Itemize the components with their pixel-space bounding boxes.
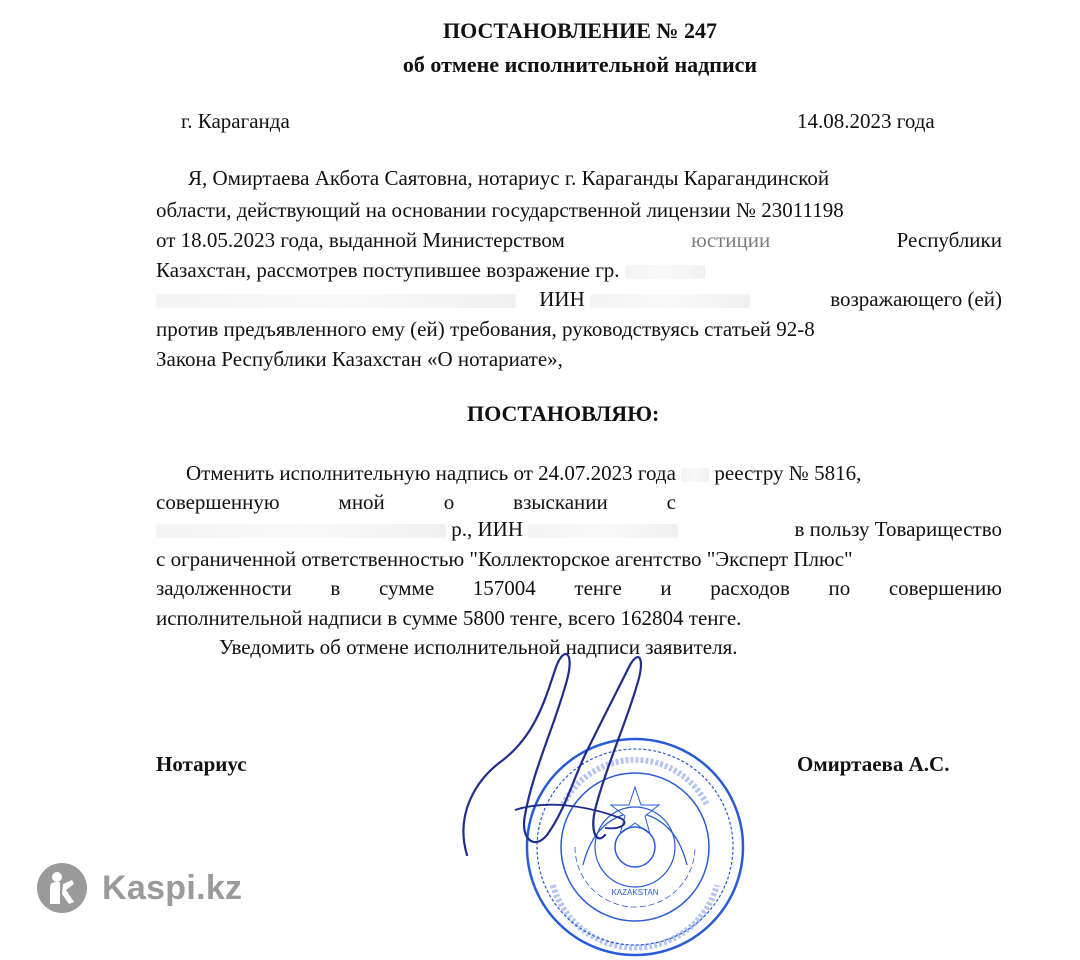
body-line-2-b: мной [338,490,385,514]
body-line-4: с ограниченной ответственностью "Коллекторское агентство "Эксперт Плюс" [156,547,853,571]
body-line-3-b: в пользу Товарищество [794,517,1002,541]
intro-line-4 [156,258,705,283]
redacted-person [156,294,516,308]
intro-line-2: области, действующий на основании государственной лицензии № 23011198 [156,198,844,222]
intro-line-6: против предъявленного ему (ей) требования, руководствуясь статьей 92-8 [156,317,815,341]
body-line-2-e: с [666,490,676,514]
stamp-center-text: KAZAKSTAN [611,888,659,897]
signer-name: Омиртаева А.С. [797,752,950,776]
redacted-name [625,265,705,279]
body-line-5-g: расходов [710,576,790,600]
body-line-6: исполнительной надписи в сумме 5800 тенге, всего 162804 тенге. [156,606,742,630]
intro-line-3-b: юстиции [691,228,771,252]
kaspi-logo-icon [36,862,88,914]
body-line-2-c: о [443,490,455,514]
body-line-5-f: и [660,576,672,600]
document-title: ПОСТАНОВЛЕНИЕ № 247 [443,18,717,43]
city: г. Караганда [181,109,290,133]
body-line-1-b: реестру № 5816, [714,461,862,485]
document-date: 14.08.2023 года [797,109,935,133]
document-subtitle: об отмене исполнительной надписи [402,52,758,77]
body-line-3 [156,517,1002,542]
body-line-5-c: сумме [378,576,435,600]
body-line-7: Уведомить об отмене исполнительной надписи заявителя. [219,635,738,659]
body-line-5-d: 157004 [472,576,536,600]
body-line-1-a: Отменить исполнительную надпись от 24.07.2023 года [186,461,676,485]
body-line-3-a: р., ИИН [451,517,523,541]
body-line-5 [156,576,1002,601]
body-line-5-b: в [330,576,341,600]
kaspi-watermark-text: Kaspi.kz [102,868,243,907]
body-line-5-a: задолженности [156,576,292,600]
intro-line-1: Я, Омиртаева Акбота Саятовна, нотариус г. Караганды Карагандинской [188,166,830,190]
body-line-5-i: совершению [888,576,1002,600]
kaspi-watermark [36,862,242,914]
intro-line-7: Закона Республики Казахстан «О нотариате», [156,347,563,371]
signature-icon [455,640,665,880]
body-line-2 [156,490,676,515]
intro-line-5 [156,287,1002,312]
intro-line-3-a: от 18.05.2023 года, выданной Министерством [156,228,565,252]
redacted-debtor-iin [528,524,678,538]
body-line-2-d: взыскании [513,490,608,514]
intro-line-4-text: Казахстан, рассмотрев поступившее возражение гр. [156,258,620,282]
intro-line-3 [156,228,1002,253]
body-line-5-h: по [828,576,851,600]
redacted-iin [590,294,750,308]
redacted-debtor [156,524,446,538]
resolve-heading: ПОСТАНОВЛЯЮ: [467,401,660,426]
body-line-1 [186,461,1002,486]
body-line-2-a: совершенную [156,490,280,514]
intro-line-3-c: Республики [896,228,1002,252]
intro-line-5-tail: возражающего (ей) [830,287,1002,311]
signer-role: Нотариус [156,752,247,776]
iin-label: ИИН [539,287,585,311]
redacted-fragment [681,468,709,482]
body-line-5-e: тенге [574,576,622,600]
